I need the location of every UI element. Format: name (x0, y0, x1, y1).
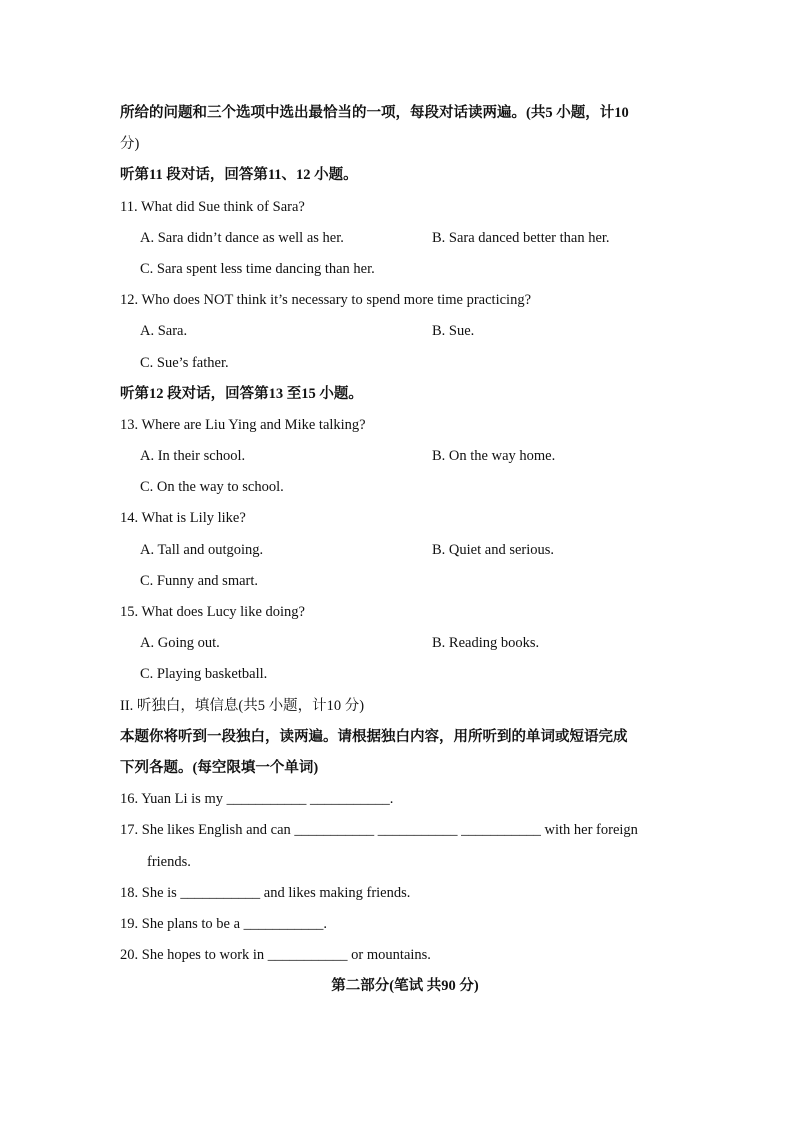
dialog-12-heading: 听第12 段对话，回答第13 至15 小题。 (120, 385, 363, 402)
question-17-continued: friends. (147, 853, 191, 870)
option-a: A. In their school. (140, 448, 246, 465)
dialog-11-heading: 听第11 段对话，回答第11、12 小题。 (120, 167, 358, 184)
part-2-heading: 第二部分(笔试 共90 分) (331, 978, 479, 995)
option-c: C. Sue’s father. (140, 354, 229, 371)
option-b: B. Sue. (432, 323, 475, 340)
question-12: 12. Who does NOT think it’s necessary to spend more time practicing? (120, 292, 532, 309)
option-a: A. Tall and outgoing. (140, 541, 264, 558)
question-11-options-ab (120, 223, 690, 254)
question-11: 11. What did Sue think of Sara? (120, 198, 305, 215)
question-19: 19. She plans to be a ___________. (120, 915, 328, 932)
page-content (120, 98, 690, 1002)
question-14-options-ab (120, 535, 690, 566)
question-18: 18. She is ___________ and likes making friends. (120, 884, 411, 901)
option-a: A. Sara didn’t dance as well as her. (140, 229, 344, 246)
question-20: 20. She hopes to work in ___________ or mountains. (120, 947, 431, 964)
option-b: B. On the way home. (432, 448, 556, 465)
option-b: B. Reading books. (432, 635, 540, 652)
section-2-instruction-1: 本题你将听到一段独白，读两遍。请根据独白内容，用所听到的单词或短语完成 (120, 728, 628, 745)
question-13: 13. Where are Liu Ying and Mike talking? (120, 416, 366, 433)
question-15-options-ab (120, 628, 690, 659)
option-c: C. Sara spent less time dancing than her. (140, 260, 375, 277)
section-2-heading: II. 听独白，填信息(共5 小题，计10 分) (120, 697, 365, 714)
question-17: 17. She likes English and can ___________ ___________ ___________ with her foreign (120, 822, 638, 839)
option-c: C. Playing basketball. (140, 666, 268, 683)
question-15: 15. What does Lucy like doing? (120, 604, 305, 620)
option-c: C. On the way to school. (140, 479, 284, 496)
option-a: A. Going out. (140, 635, 220, 652)
instruction-line-1: 所给的问题和三个选项中选出最恰当的一项，每段对话读两遍。(共5 小题，计10 (120, 105, 629, 121)
section-2-instruction-2: 下列各题。(每空限填一个单词) (120, 759, 319, 776)
question-13-options-ab (120, 441, 690, 472)
question-14: 14. What is Lily like? (120, 510, 246, 527)
option-b: B. Sara danced better than her. (432, 229, 610, 246)
option-a: A. Sara. (140, 323, 188, 340)
option-c: C. Funny and smart. (140, 572, 259, 589)
question-16: 16. Yuan Li is my ___________ ___________. (120, 791, 394, 808)
option-b: B. Quiet and serious. (432, 541, 555, 558)
instruction-line-2: 分) (120, 136, 140, 153)
question-12-options-ab (120, 316, 690, 347)
